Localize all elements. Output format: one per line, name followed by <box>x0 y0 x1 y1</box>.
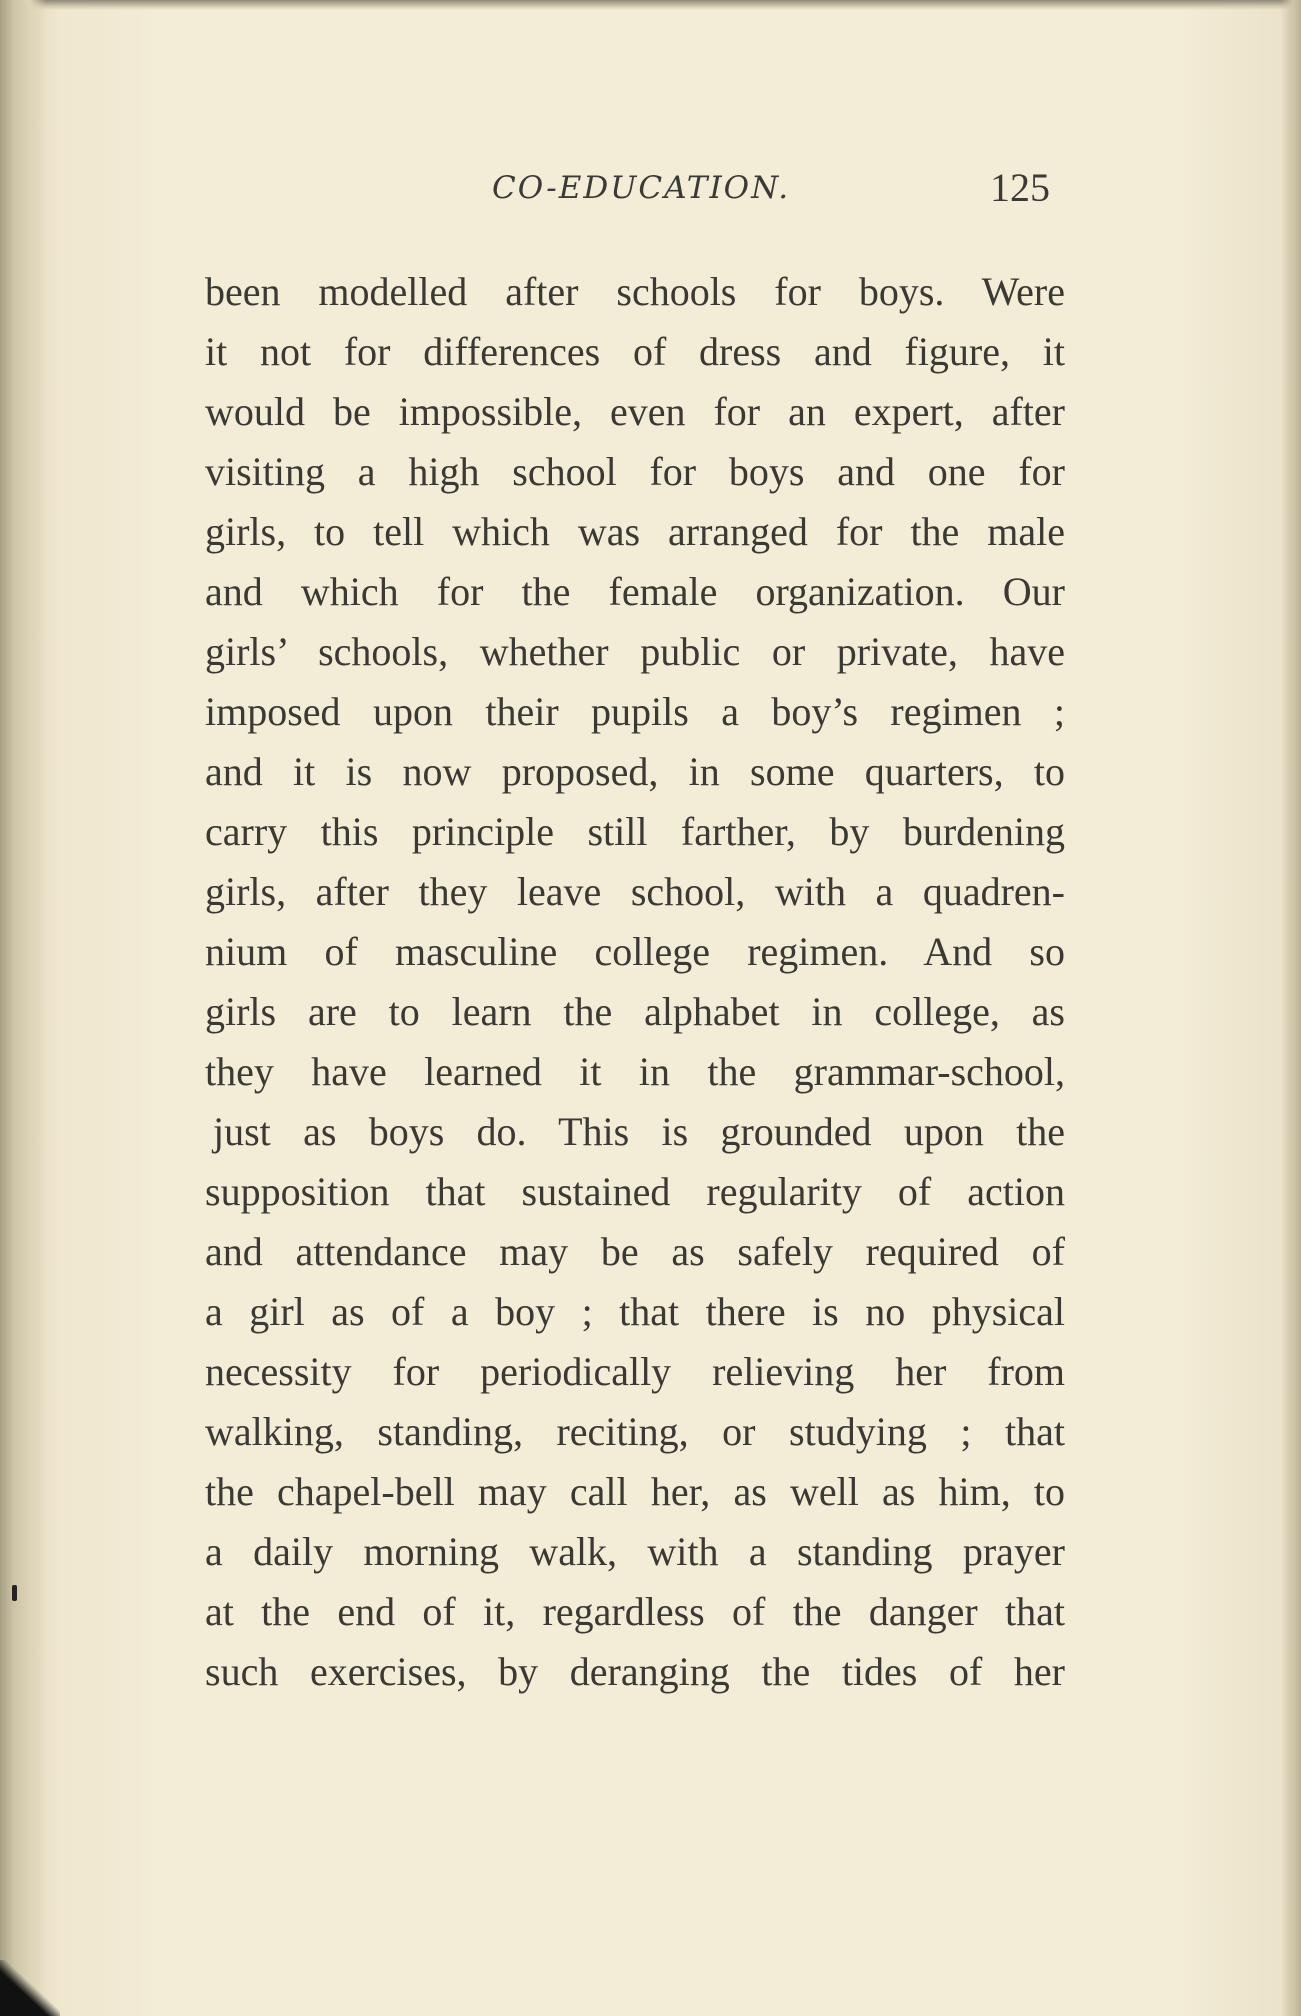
margin-ink-mark <box>12 1585 17 1601</box>
text-line: girls, after they leave school, with a quadren- <box>205 869 1065 914</box>
text-line: and it is now proposed, in some quarters, to <box>205 749 1065 794</box>
page-corner-shadow <box>0 1960 60 2016</box>
text-line: it not for differences of dress and figure, it <box>205 329 1065 374</box>
page-binding-shadow <box>0 0 46 2016</box>
text-line: girls’ schools, whether public or private, have <box>205 629 1065 674</box>
text-line: at the end of it, regardless of the danger that <box>205 1589 1065 1634</box>
running-head: CO-EDUCATION. <box>492 170 791 206</box>
page-header <box>0 160 1301 220</box>
page-top-edge <box>0 0 1301 10</box>
text-line: been modelled after schools for boys. Were <box>205 269 1065 314</box>
text-line: would be impossible, even for an expert, after <box>205 389 1065 434</box>
page-number: 125 <box>990 165 1050 210</box>
text-line: supposition that sustained regularity of action <box>205 1169 1065 1214</box>
text-line: a daily morning walk, with a standing prayer <box>205 1529 1065 1574</box>
text-line: and attendance may be as safely required of <box>205 1229 1065 1274</box>
body-text <box>205 262 1065 1702</box>
page-right-edge <box>1281 0 1301 2016</box>
text-line: and which for the female organization. Our <box>205 569 1065 614</box>
text-line: a girl as of a boy ; that there is no physical <box>205 1289 1065 1334</box>
text-line: they have learned it in the grammar-school, <box>205 1049 1065 1094</box>
text-line: the chapel-bell may call her, as well as him, to <box>205 1469 1065 1514</box>
text-line: nium of masculine college regimen. And so <box>205 929 1065 974</box>
text-line: just as boys do. This is grounded upon the <box>213 1109 1065 1154</box>
text-line: girls, to tell which was arranged for the male <box>205 509 1065 554</box>
text-line: walking, standing, reciting, or studying ; that <box>205 1409 1065 1454</box>
text-line: girls are to learn the alphabet in college, as <box>205 989 1065 1034</box>
text-line: visiting a high school for boys and one for <box>205 449 1065 494</box>
text-line: necessity for periodically relieving her from <box>205 1349 1065 1394</box>
text-line: imposed upon their pupils a boy’s regimen ; <box>205 689 1065 734</box>
text-line: carry this principle still farther, by burdening <box>205 809 1065 854</box>
text-line: such exercises, by deranging the tides of her <box>205 1649 1065 1694</box>
